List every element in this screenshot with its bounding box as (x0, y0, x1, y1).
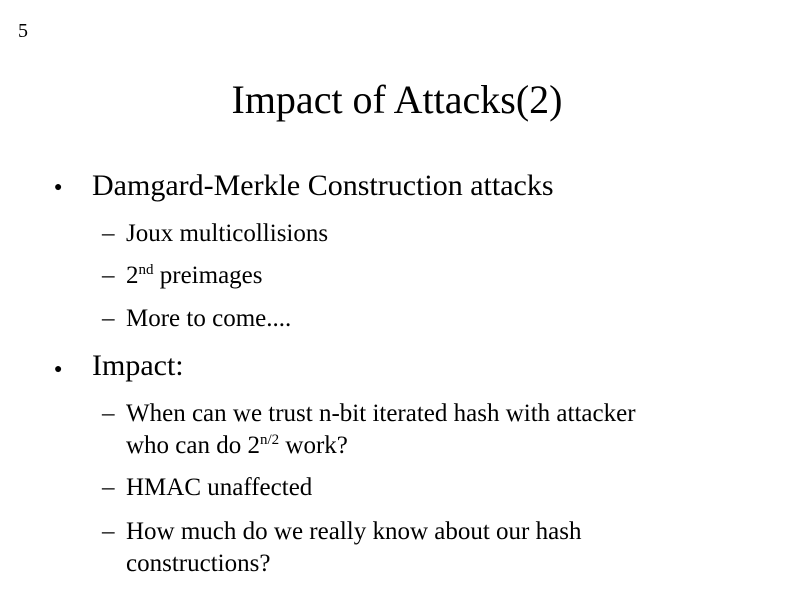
sub-item-trust-line1: When can we trust n-bit iterated hash with attacker (126, 400, 636, 427)
dash-marker: – (102, 474, 115, 501)
dash-marker: – (102, 220, 115, 247)
bullet-impact: Impact: (92, 349, 184, 382)
sub-item-hmac: HMAC unaffected (126, 474, 313, 501)
exponent: n/2 (260, 432, 280, 448)
dash-marker: – (102, 305, 115, 332)
sub-item-trust-line2 (126, 430, 348, 462)
ordinal-base: 2 (126, 262, 139, 289)
sub-item-hash-line2: constructions? (126, 550, 271, 577)
dash-marker: – (102, 262, 115, 289)
sub-item-more-to-come: More to come.... (126, 305, 292, 332)
sub-item-joux: Joux multicollisions (126, 220, 329, 247)
preimages-text: preimages (153, 262, 263, 289)
trust-line2-pre: who can do 2 (126, 432, 260, 459)
dash-marker: – (102, 400, 115, 427)
sub-item-preimages (126, 260, 262, 292)
slide-number: 5 (18, 20, 28, 42)
trust-line2-post: work? (279, 432, 348, 459)
bullet-damgard-merkle: Damgard-Merkle Construction attacks (92, 169, 554, 202)
slide-title: Impact of Attacks(2) (231, 77, 563, 122)
bullet-marker: ● (54, 362, 63, 377)
ordinal-suffix: nd (138, 262, 154, 278)
dash-marker: – (102, 518, 115, 545)
sub-item-hash-line1: How much do we really know about our hash (126, 518, 582, 545)
bullet-marker: ● (54, 180, 63, 195)
